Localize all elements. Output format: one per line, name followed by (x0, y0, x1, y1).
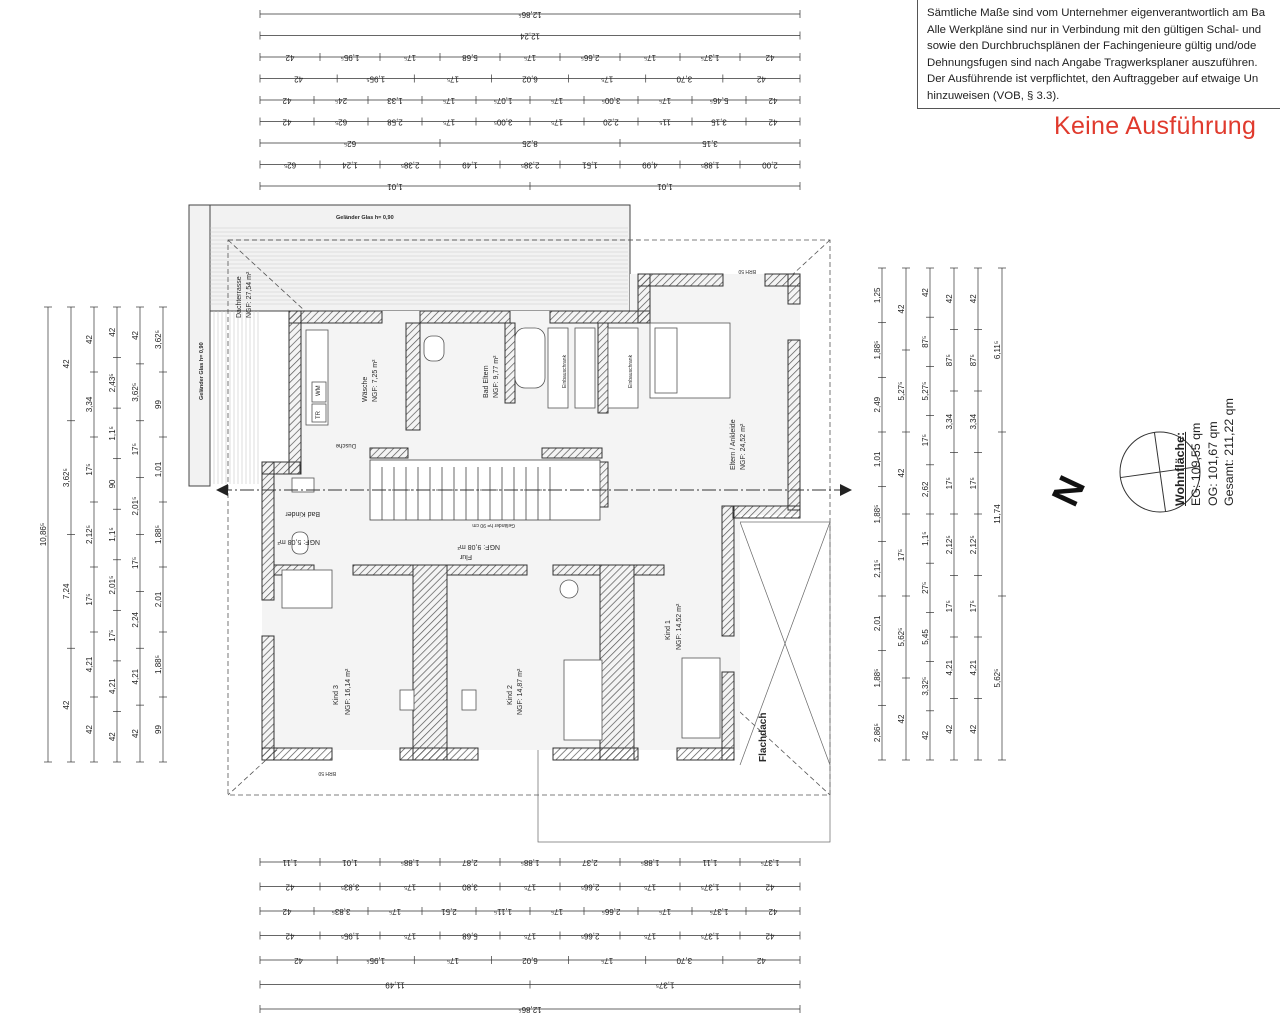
dim-bottom-value: 2,66⁵ (580, 882, 600, 892)
dim-top-value: 5,46⁵ (709, 96, 729, 105)
dim-left-value: 1,88⁵ (154, 655, 163, 674)
dim-top-value: 1,37⁵ (700, 53, 720, 62)
dim-right-value: 2,11⁵ (873, 559, 882, 578)
notes-line: Sämtliche Maße sind vom Unternehmer eigenverantwortlich am Ba (927, 7, 1266, 19)
dim-left-value: 4,21 (108, 678, 117, 694)
dim-left-value: 7,24 (62, 583, 71, 600)
dim-bottom-value: 1,37⁵ (655, 980, 675, 990)
dim-bottom-value: 3,83⁵ (340, 882, 360, 892)
dim-bottom-value: 1,37⁵ (709, 907, 729, 916)
dim-left-value: 4,21 (85, 656, 94, 673)
dim-left-value: 1,1⁵ (108, 527, 117, 542)
label-brh50-top: BRH 50 (738, 268, 756, 274)
dim-top-value: 17⁵ (403, 53, 417, 62)
room-eltern-name: Eltern / Ankleide (730, 419, 737, 470)
dim-top-value: 12,86⁵ (518, 10, 542, 19)
dimension-chains-bottom (260, 858, 800, 1014)
dim-bottom-value: 42 (285, 882, 295, 892)
dim-bottom-value: 5,68 (462, 931, 478, 941)
dim-bottom-value: 17⁵ (388, 907, 402, 916)
dim-right-value: 42 (969, 724, 978, 734)
dim-bottom-value: 42 (282, 907, 292, 916)
dim-bottom-value: 2,66⁵ (580, 931, 600, 941)
dim-bottom-value: 1,11 (702, 858, 718, 867)
dim-left-value: 3,34 (85, 396, 94, 413)
dim-top-value: 3,15 (702, 139, 718, 148)
dim-top-value: 2,00 (762, 160, 778, 170)
dim-top-value: 62⁵ (343, 139, 357, 148)
dim-right-value: 2,01 (873, 615, 882, 632)
dim-right-value: 3,34 (969, 413, 978, 430)
dim-right-value: 42 (969, 294, 978, 304)
dim-right-value: 5,27⁵ (897, 381, 906, 401)
dim-top-value: 2,38⁵ (520, 160, 540, 170)
dim-right-value: 4,21 (969, 659, 978, 676)
dim-left-value: 3,62⁵ (131, 382, 140, 402)
label-einbauschrank-1: Einbauschrank (562, 354, 568, 388)
dim-right-value: 11,74 (993, 504, 1002, 524)
dim-right-value: 2,12⁵ (969, 535, 978, 555)
dim-right-value: 2,49 (873, 396, 882, 413)
dim-right-value: 5,45 (921, 629, 930, 645)
room-flur-name: Flur (459, 553, 472, 560)
dim-bottom-value: 42 (285, 931, 295, 941)
dim-right-value: 17⁵ (969, 477, 978, 490)
label-einbauschrank-2: Einbauschrank (628, 354, 634, 388)
dim-top-value: 17⁵ (643, 53, 657, 62)
notes-line: hinzuweisen (VOB, § 3.3). (927, 89, 1060, 102)
label-gelaender-top: Geländer Glas h= 0,90 (336, 215, 394, 221)
notes-line: Alle Werkpläne sind nur in Verbindung mit den gültigen Schal- und (927, 23, 1262, 36)
dim-left-value: 42 (85, 335, 94, 344)
dim-top-value: 5,68 (462, 53, 478, 62)
dim-top-value: 62⁵ (283, 160, 297, 170)
room-kind1-name: Kind 1 (665, 620, 672, 640)
dim-bottom-value: 1,88⁵ (520, 858, 540, 867)
dim-top-value: 1,33 (387, 96, 403, 105)
dim-left-value: 3,62⁵ (62, 468, 71, 488)
dim-top-value: 3,15 (711, 117, 727, 127)
dim-bottom-value: 3,83⁵ (331, 907, 351, 916)
dim-bottom-value: 17⁵ (658, 907, 672, 916)
dim-right-value: 3,34 (945, 413, 954, 430)
dim-bottom-value: 1,37⁵ (700, 931, 720, 941)
dim-right-value: 17⁵ (945, 477, 954, 490)
dim-bottom-value: 17⁵ (523, 931, 537, 941)
dim-top-value: 42 (282, 117, 292, 127)
living-area-title: Wohnfläche: (1173, 431, 1187, 506)
notes-line: Dehnungsfugen sind nach Angabe Tragwerksplaner auszuführen. (927, 56, 1258, 69)
dim-right-value: 5,27⁵ (921, 381, 930, 401)
room-flur-area: NGF: 9,08 m² (457, 543, 500, 550)
dim-right-value: 1,01 (873, 451, 882, 468)
room-eltern-area: NGF: 24,52 m² (740, 423, 747, 470)
dim-bottom-value: 6,02 (522, 956, 538, 965)
dim-top-value: 42 (768, 96, 778, 105)
dim-left-value: 4,21 (131, 668, 140, 685)
dim-right-value: 2,86⁵ (873, 723, 882, 743)
dim-top-value: 42 (756, 74, 766, 84)
dim-top-value: 1,95⁵ (340, 53, 360, 62)
living-area-eg: EG: 109,55 qm (1189, 422, 1203, 506)
dim-bottom-value: 1,88⁵ (400, 858, 420, 867)
dim-bottom-value: 17⁵ (403, 882, 417, 892)
dim-left-value: 42 (62, 359, 71, 369)
dim-bottom-value: 42 (756, 956, 766, 965)
dim-left-value: 3,62⁵ (154, 330, 163, 349)
dim-top-value: 1,88⁵ (700, 160, 720, 170)
dim-top-value: 1,95⁵ (366, 74, 386, 84)
dim-left-value: 1,01 (154, 461, 163, 478)
dim-right-value: 1,88⁵ (873, 340, 882, 360)
dim-right-value: 17⁵ (945, 600, 954, 613)
dim-top-value: 42 (765, 53, 775, 62)
dim-top-value: 17⁵ (658, 96, 672, 105)
dim-top-value: 2,20 (603, 117, 619, 127)
dim-top-value: 42 (285, 53, 295, 62)
dim-bottom-value: 17⁵ (643, 882, 657, 892)
dim-left-value: 2,12⁵ (85, 525, 94, 544)
living-area-og: OG: 101,67 qm (1205, 421, 1220, 506)
dim-bottom-value: 42 (765, 931, 775, 941)
living-area-summary (1172, 376, 1238, 506)
label-gelaender-side: Geländer Glas h= 0,90 (199, 342, 205, 400)
room-kind3-name: Kind 3 (333, 685, 340, 705)
dim-right-value: 5,62⁵ (993, 668, 1002, 688)
dim-left-value: 17⁵ (85, 593, 94, 606)
room-bad-kinder-area: NGF: 5,08 m² (277, 538, 320, 545)
dim-top-value: 1,51 (582, 160, 598, 170)
dim-right-value: 2,62 (921, 481, 930, 498)
dim-right-value: 6,11⁵ (993, 340, 1002, 360)
dim-bottom-value: 1,01 (342, 858, 358, 867)
dim-left-value: 17⁵ (131, 443, 140, 456)
room-bad-eltern-name: Bad Eltern (483, 365, 490, 398)
dim-left-value: 2,24 (131, 612, 140, 628)
dim-top-value: 17⁵ (523, 53, 537, 62)
dim-right-value: 42 (897, 468, 906, 478)
dim-right-value: 5,62⁵ (897, 627, 906, 647)
dim-left-value: 1,88⁵ (154, 525, 163, 544)
dim-top-value: 17⁵ (550, 96, 564, 105)
notes-line: sowie den Durchbruchsplänen der Fachingenieure gültig und/ode (927, 40, 1257, 53)
dim-right-value: 3,32⁵ (921, 676, 930, 696)
dim-bottom-value: 42 (765, 882, 775, 892)
dim-top-value: 42 (768, 117, 778, 127)
dim-right-value: 42 (921, 730, 930, 740)
dim-right-value: 1,1⁵ (921, 531, 930, 546)
dim-bottom-value: 1,95⁵ (366, 956, 386, 965)
dim-left-value: 17⁵ (85, 463, 94, 476)
dim-top-value: 3,00⁵ (493, 117, 513, 127)
dim-top-value: 17⁵ (550, 117, 564, 127)
north-label: N (1044, 469, 1095, 513)
dim-right-value: 1,88⁵ (873, 668, 882, 688)
dim-bottom-value: 17⁵ (643, 931, 657, 941)
dim-top-value: 42 (294, 74, 304, 84)
dim-bottom-value: 42 (768, 907, 778, 916)
dim-top-value: 24⁵ (334, 96, 348, 105)
dim-top-value: 2,66⁵ (580, 53, 600, 62)
room-dachterrasse-area: NGF: 27,54 m² (246, 271, 253, 318)
dim-left-value: 2,01 (154, 591, 163, 608)
dim-left-value: 99 (154, 725, 163, 734)
room-waesche-area: NGF: 7,25 m² (372, 359, 379, 402)
dim-bottom-value: 2,51 (441, 907, 457, 916)
room-kind3-area: NGF: 16,14 m² (345, 668, 352, 715)
dim-right-value: 17⁵ (969, 600, 978, 613)
room-kind2-area: NGF: 14,87 m² (517, 668, 524, 715)
dim-left-value: 17⁵ (131, 556, 140, 570)
room-kind1-area: NGF: 14,52 m² (676, 603, 683, 650)
dim-top-value: 2,38⁵ (400, 160, 420, 170)
dim-bottom-value: 3,70 (676, 956, 693, 965)
dim-top-value: 11⁵ (659, 117, 671, 127)
dim-right-value: 4,21 (945, 659, 954, 676)
dim-left-value: 1,1⁵ (108, 426, 117, 441)
dim-top-value: 12,24 (519, 31, 541, 41)
dim-right-value: 1,88⁵ (873, 504, 882, 524)
room-bad-eltern-area: NGF: 9,77 m² (493, 355, 500, 398)
stamp-keine-ausfuehrung: Keine Ausführung (1054, 112, 1257, 140)
dim-bottom-value: 17⁵ (550, 907, 564, 916)
dim-top-value: 3,00⁵ (601, 96, 621, 105)
dim-top-value: 17⁵ (601, 74, 614, 84)
label-gelaender-90: Geländer h= 90 cm (472, 522, 515, 528)
room-waesche-name: Wäsche (362, 376, 369, 402)
dim-left-value: 17⁵ (108, 629, 117, 642)
living-area-total: Gesamt: 211,22 qm (1222, 398, 1236, 506)
dim-right-value: 42 (897, 714, 906, 724)
dim-right-value: 27⁵ (921, 581, 930, 594)
room-bad-kinder-name: Bad Kinder (285, 510, 320, 517)
notes-line: Der Ausführende ist verpflichtet, den Auftraggeber auf etwaige Un (927, 73, 1259, 86)
dim-bottom-value: 1,88⁵ (640, 858, 660, 867)
dim-left-value: 90 (108, 479, 117, 489)
dim-left-value: 2,01⁵ (131, 496, 140, 516)
dim-top-value: 62⁵ (334, 117, 348, 127)
room-kind2-name: Kind 2 (507, 685, 514, 705)
dim-bottom-value: 2,87 (462, 858, 478, 867)
dim-bottom-value: 2,66⁵ (601, 907, 621, 916)
dim-bottom-value: 1,11 (282, 858, 298, 867)
dim-bottom-value: 17⁵ (446, 956, 459, 965)
dim-left-value: 99 (154, 400, 163, 409)
dim-top-value: 2,58 (387, 117, 403, 127)
dim-left-value: 42 (62, 700, 71, 710)
dim-right-value: 17⁵ (897, 548, 906, 562)
dim-left-value: 2,01⁵ (108, 575, 117, 595)
dim-top-value: 8,25 (522, 139, 538, 148)
dim-top-value: 1,01 (657, 182, 673, 191)
label-flachdach: Flachdach (758, 712, 769, 762)
dim-top-value: 17⁵ (442, 117, 456, 127)
dim-top-value: 42 (282, 96, 292, 105)
dim-right-value: 42 (897, 304, 906, 314)
dim-bottom-value: 17⁵ (523, 882, 537, 892)
dim-bottom-value: 17⁵ (601, 956, 614, 965)
dim-bottom-value: 2,37 (582, 858, 598, 867)
dim-left-value: 42 (85, 725, 94, 734)
dim-bottom-value: 17⁵ (403, 931, 417, 941)
dim-top-value: 1,01 (387, 182, 403, 191)
dimension-chains-right (873, 268, 1006, 760)
dim-right-value: 2,12⁵ (945, 535, 954, 555)
dimension-chains-top (260, 10, 800, 191)
dim-right-value: 87⁵ (921, 335, 930, 348)
label-tr: TR (316, 411, 322, 419)
dim-top-value: 3,70 (676, 74, 693, 84)
dim-bottom-value: 42 (294, 956, 304, 965)
dim-top-value: 1,24 (342, 160, 358, 170)
dim-right-value: 87⁵ (969, 354, 978, 367)
label-brh50-bottom: BRH 50 (318, 770, 336, 776)
dim-bottom-value: 1,37⁵ (760, 858, 780, 867)
dim-right-value: 1,25 (873, 287, 882, 304)
dim-left-value: 42 (108, 327, 117, 337)
dim-left-value: 10,86⁵ (39, 522, 48, 547)
dim-bottom-value: 1,95⁵ (340, 931, 360, 941)
dim-left-value: 42 (108, 732, 117, 742)
label-wm: WM (316, 385, 322, 396)
dim-top-value: 1,07⁵ (493, 96, 513, 105)
dim-bottom-value: 12,86⁵ (518, 1005, 542, 1014)
dim-bottom-value: 1,11⁵ (493, 907, 513, 916)
dim-left-value: 42 (131, 330, 140, 340)
dimension-chains-left (39, 307, 167, 762)
dim-bottom-value: 3,80 (462, 882, 478, 892)
dim-top-value: 17⁵ (442, 96, 456, 105)
dim-right-value: 87⁵ (945, 354, 954, 367)
room-dachterrasse-name: Dachterrasse (236, 276, 243, 318)
dim-left-value: 2,43⁵ (108, 373, 117, 393)
dim-right-value: 42 (945, 294, 954, 304)
dim-right-value: 42 (945, 724, 954, 734)
dim-left-value: 42 (131, 729, 140, 739)
dim-top-value: 1,49 (462, 160, 478, 170)
dim-top-value: 6,02 (522, 74, 538, 84)
construction-notes-box (917, 0, 1280, 109)
dim-right-value: 42 (921, 288, 930, 298)
dim-top-value: 4,99 (642, 160, 658, 170)
dim-right-value: 17⁵ (921, 434, 930, 447)
dim-top-value: 17⁵ (446, 74, 459, 84)
label-dusche: Dusche (335, 442, 356, 448)
dim-bottom-value: 11,49 (385, 980, 405, 990)
dim-bottom-value: 1,37⁵ (700, 882, 720, 892)
